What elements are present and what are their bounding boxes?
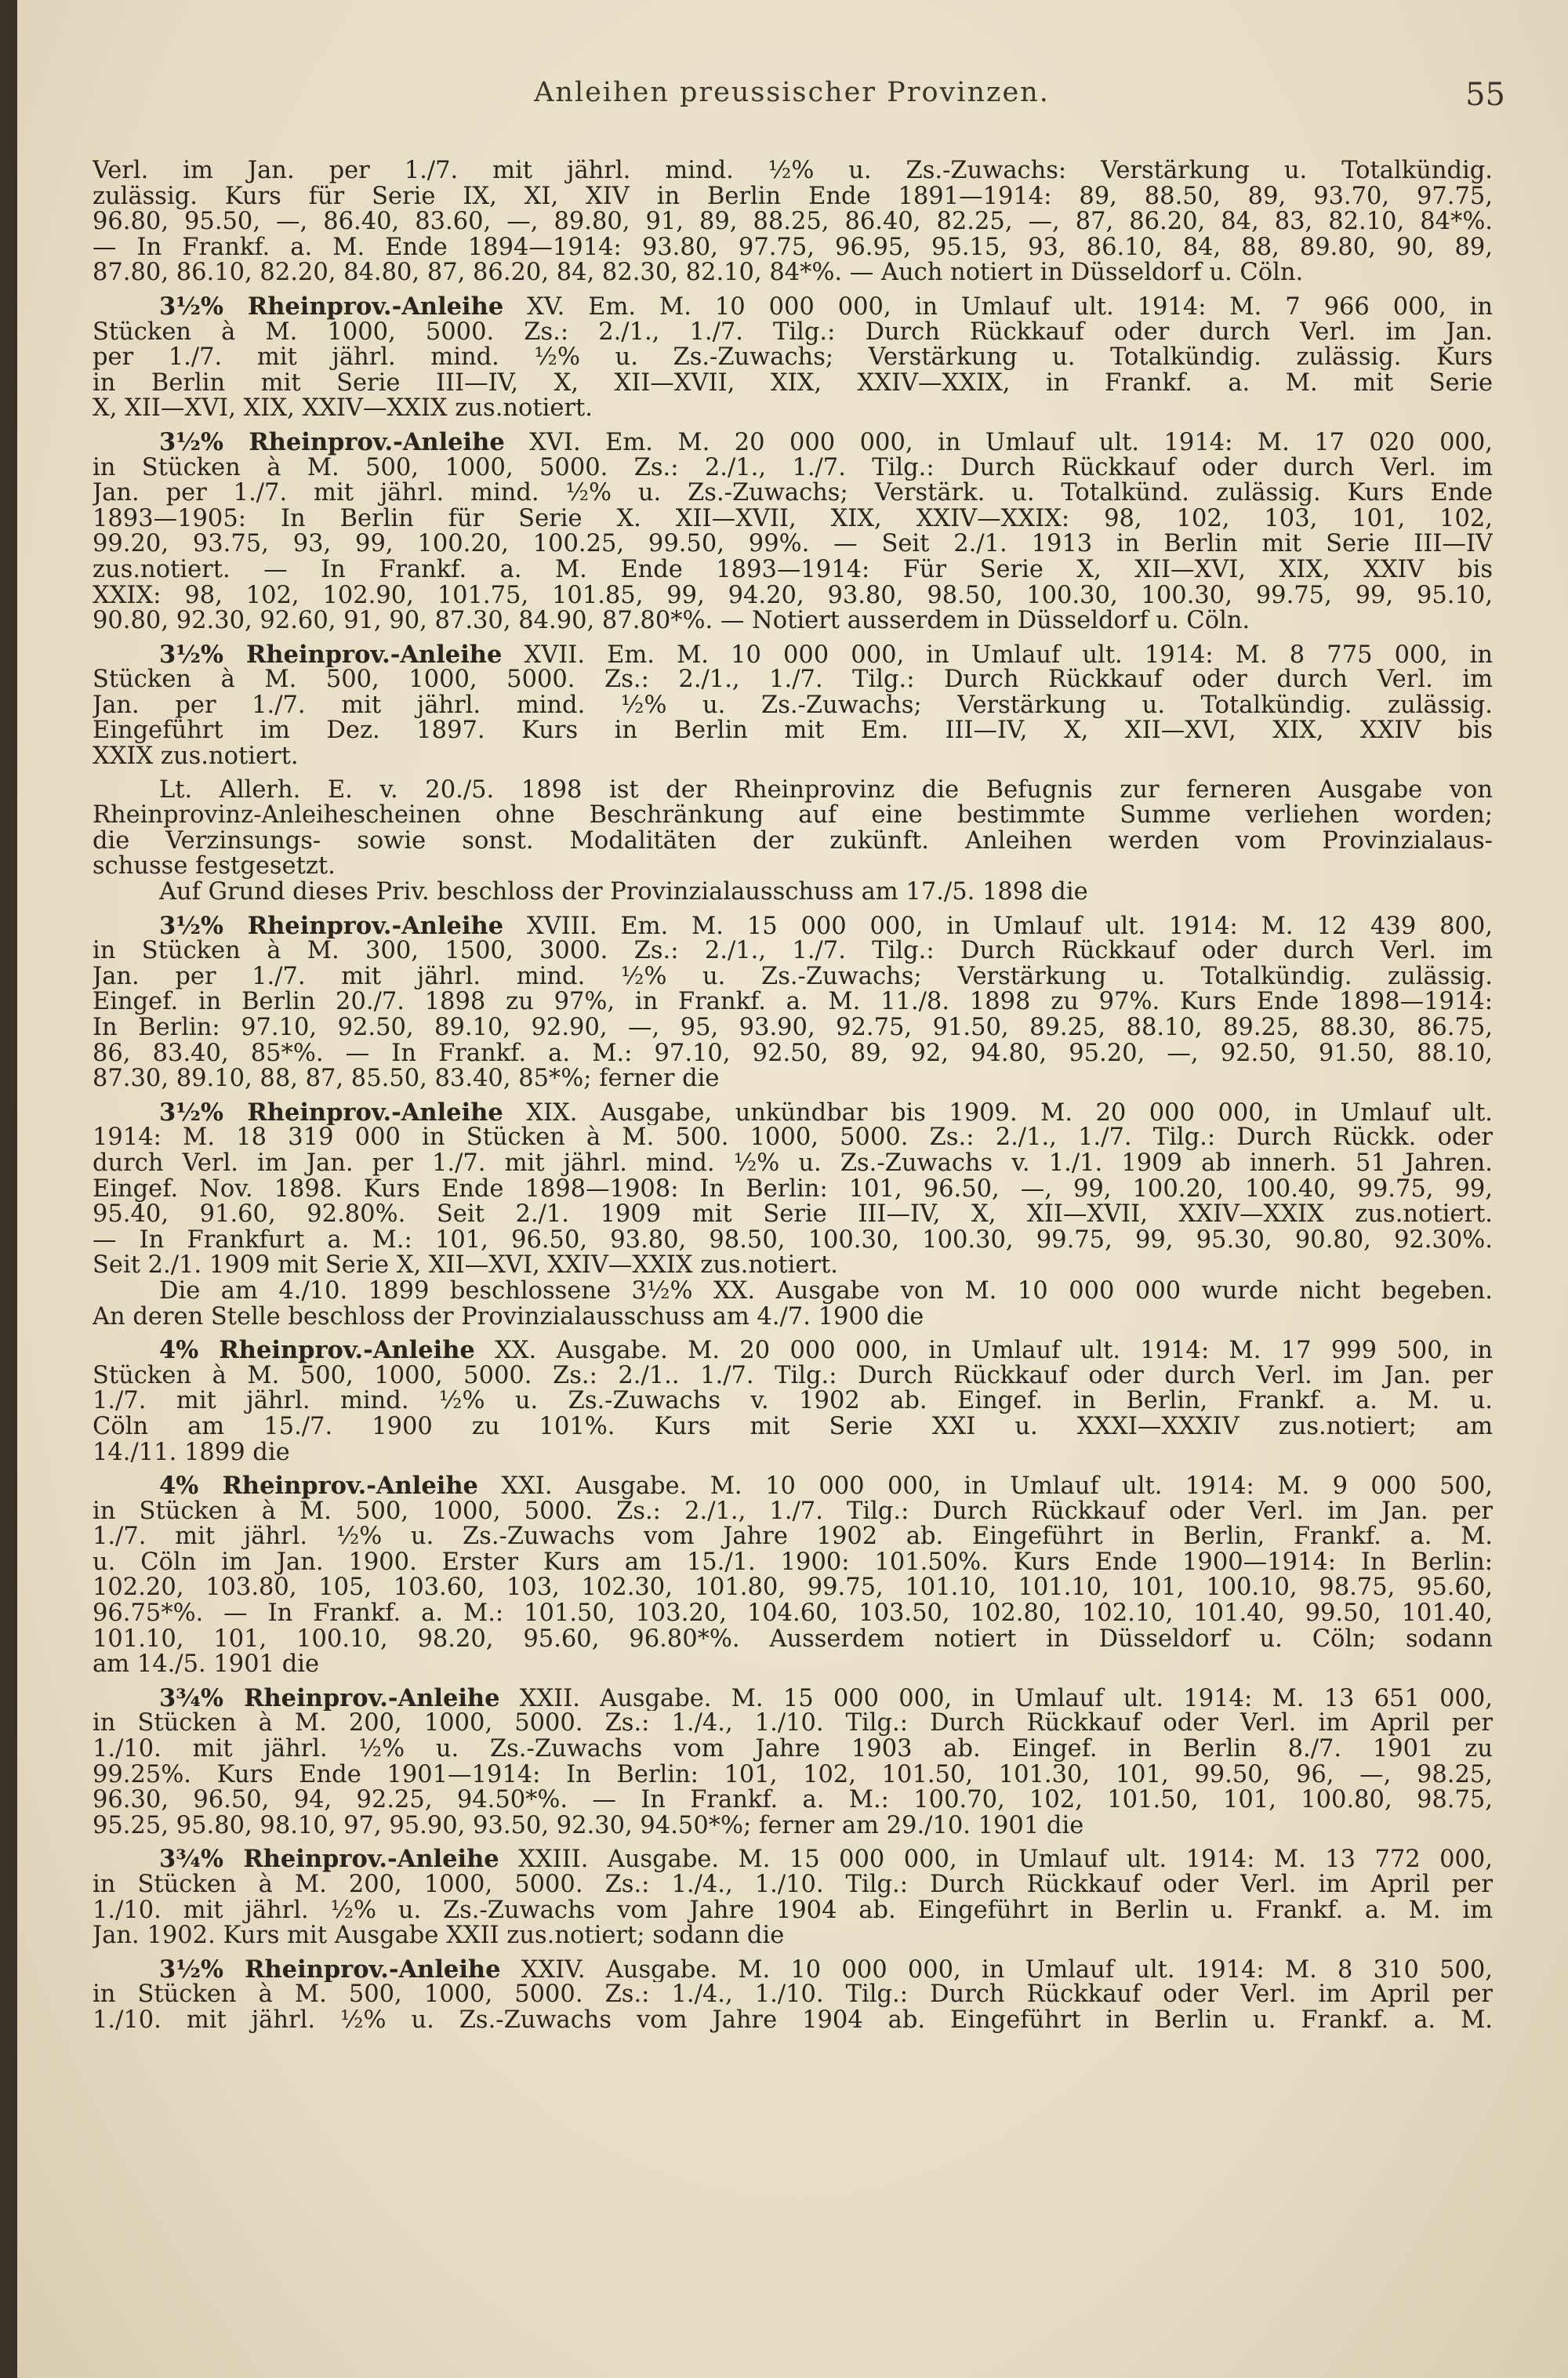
line-text: An deren Stelle beschloss der Provinzialausschuss am 4./7. 1900 die bbox=[93, 1304, 924, 1331]
line-text: 99.20, 93.75, 93, 99, 100.20, 100.25, 99.50, 99%. — Seit 2./1. 1913 in Berlin mit Serie III—IV bbox=[93, 532, 1493, 557]
line-text: XXI. Ausgabe. M. 10 000 000, in Umlauf ult. 1914: M. 9 000 500, bbox=[477, 1473, 1493, 1499]
text-line bbox=[93, 1125, 1493, 1151]
line-text: in Stücken à M. 500, 1000, 5000. Zs.: 2./1., 1./7. Tilg.: Durch Rückkauf oder durch Verl. im bbox=[93, 455, 1493, 481]
text-line bbox=[93, 693, 1493, 719]
document-body bbox=[93, 158, 1493, 2034]
text-line bbox=[93, 1499, 1493, 1525]
text-line bbox=[93, 1711, 1493, 1737]
line-text: Lt. Allerh. E. v. 20./5. 1898 ist der Rheinprovinz die Befugnis zur ferneren Ausgabe von bbox=[159, 777, 1493, 804]
line-text: XXIX zus.notiert. bbox=[93, 744, 299, 770]
line-text: X, XII—XVI, XIX, XXIV—XXIX zus.notiert. bbox=[93, 396, 593, 422]
text-line bbox=[93, 1982, 1493, 2008]
line-text: XXIX: 98, 102, 102.90, 101.75, 101.85, 99, 94.20, 93.80, 98.50, 100.30, 100.30, 99.75, 99, 95.10, bbox=[93, 583, 1493, 609]
line-text: zulässig. Kurs für Serie IX, XI, XIV in Berlin Ende 1891—1914: 89, 88.50, 89, 93.70, 97.75, bbox=[93, 183, 1493, 210]
text-line bbox=[93, 481, 1493, 506]
line-text: XV. Em. M. 10 000 000, in Umlauf ult. 1914: M. 7 966 000, in bbox=[503, 293, 1493, 320]
line-text: — In Frankfurt a. M.: 101, 96.50, 93.80, 98.50, 100.30, 100.30, 99.75, 99, 95.30, 90.80, 92.30%. bbox=[93, 1227, 1493, 1254]
line-text: 1893—1905: In Berlin für Serie X. XII—XVII, XIX, XXIV—XXIX: 98, 102, 103, 101, 102, bbox=[93, 506, 1493, 532]
loan-title: 3½% Rheinprov.-Anleihe bbox=[159, 293, 504, 320]
line-text: XVI. Em. M. 20 000 000, in Umlauf ult. 1914: M. 17 020 000, bbox=[504, 429, 1493, 456]
text-line bbox=[93, 260, 1493, 286]
text-line bbox=[93, 1898, 1493, 1924]
text-line bbox=[93, 158, 1493, 184]
loan-title: 3½% Rheinprov.-Anleihe bbox=[159, 429, 505, 456]
line-text: 102.20, 103.80, 105, 103.60, 103, 102.30, 101.80, 99.75, 101.10, 101.10, 101, 100.10, 98.75, 95.60, bbox=[93, 1575, 1493, 1602]
line-text: 1./10. mit jährl. ½% u. Zs.-Zuwachs vom Jahre 1904 ab. Eingeführt in Berlin u. Frankf. a. M. bbox=[93, 2007, 1493, 2034]
line-text: Jan. per 1./7. mit jährl. mind. ½% u. Zs.-Zuwachs; Verstärkung u. Totalkündig. zulässig. bbox=[93, 964, 1493, 990]
line-text: 96.30, 96.50, 94, 92.25, 94.50*%. — In Frankf. a. M.: 100.70, 102, 101.50, 101, 100.80, 98.75, bbox=[93, 1788, 1493, 1813]
loan-title: 3½% Rheinprov.-Anleihe bbox=[159, 1956, 501, 1983]
text-line bbox=[93, 938, 1493, 964]
line-text: XVII. Em. M. 10 000 000, in Umlauf ult. 1914: M. 8 775 000, in bbox=[502, 641, 1493, 668]
line-text: Eingef. Nov. 1898. Kurs Ende 1898—1908: In Berlin: 101, 96.50, —, 99, 100.20, 100.40, 99.75, 99, bbox=[93, 1176, 1493, 1203]
text-line bbox=[93, 320, 1493, 346]
text-line bbox=[93, 1041, 1493, 1067]
paragraph bbox=[93, 642, 1493, 770]
text-line bbox=[93, 345, 1493, 371]
line-text: 1./10. mit jährl. ½% u. Zs.-Zuwachs vom Jahre 1904 ab. Eingeführt in Berlin u. Frankf. a. M. im bbox=[93, 1897, 1493, 1924]
text-line bbox=[93, 1686, 1493, 1712]
line-text: Stücken à M. 1000, 5000. Zs.: 2./1., 1./7. Tilg.: Durch Rückkauf oder durch Verl. im Jan. bbox=[93, 319, 1493, 346]
line-text: in Berlin mit Serie III—IV, X, XII—XVII, XIX, XXIV—XXIX, in Frankf. a. M. mit Serie bbox=[93, 370, 1493, 397]
page-header bbox=[78, 77, 1505, 116]
paragraph bbox=[93, 1846, 1493, 1948]
line-text: Seit 2./1. 1909 mit Serie X, XII—XVI, XXIV—XXIX zus.notiert. bbox=[93, 1253, 838, 1279]
text-line bbox=[93, 642, 1493, 668]
line-text: 101.10, 101, 100.10, 98.20, 95.60, 96.80*%. Ausserdem notiert in Düsseldorf u. Cöln; sodann bbox=[93, 1626, 1493, 1653]
line-text: 99.25%. Kurs Ende 1901—1914: In Berlin: 101, 102, 101.50, 101.30, 101, 99.50, 96, —, 98.25, bbox=[93, 1762, 1493, 1788]
paragraph bbox=[93, 1473, 1493, 1678]
line-text: Jan. 1902. Kurs mit Ausgabe XXII zus.notiert; sodann die bbox=[93, 1923, 785, 1949]
text-line bbox=[93, 1228, 1493, 1254]
text-line bbox=[93, 744, 1493, 770]
line-text: XXII. Ausgabe. M. 15 000 000, in Umlauf ult. 1914: M. 13 651 000, bbox=[499, 1685, 1493, 1712]
text-line bbox=[93, 1627, 1493, 1653]
line-text: in Stücken à M. 500, 1000, 5000. Zs.: 1./4., 1./10. Tilg.: Durch Rückkauf oder Verl. im April per bbox=[93, 1982, 1493, 2008]
text-line bbox=[93, 1066, 1493, 1092]
text-line bbox=[93, 1279, 1493, 1305]
text-line bbox=[93, 1015, 1493, 1041]
loan-title: 4% Rheinprov.-Anleihe bbox=[159, 1473, 478, 1499]
paragraph bbox=[93, 913, 1493, 1092]
text-line bbox=[93, 718, 1493, 744]
text-line bbox=[93, 667, 1493, 693]
text-line bbox=[93, 371, 1493, 397]
text-line bbox=[93, 1253, 1493, 1279]
text-line bbox=[93, 854, 1493, 880]
line-text: schusse festgesetzt. bbox=[93, 854, 336, 880]
text-line bbox=[93, 829, 1493, 855]
paragraph bbox=[93, 430, 1493, 634]
loan-title: 3½% Rheinprov.-Anleihe bbox=[159, 1099, 503, 1126]
text-line bbox=[93, 1414, 1493, 1440]
line-text: in Stücken à M. 500, 1000, 5000. Zs.: 2./1., 1./7. Tilg.: Durch Rückkauf oder Verl. im Jan. per bbox=[93, 1498, 1493, 1525]
line-text: 1914: M. 18 319 000 in Stücken à M. 500. 1000, 5000. Zs.: 2./1., 1./7. Tilg.: Durch Rückk. oder bbox=[93, 1125, 1493, 1151]
text-line bbox=[93, 184, 1493, 210]
line-text: 1./7. mit jährl. ½% u. Zs.-Zuwachs vom Jahre 1902 ab. Eingeführt in Berlin, Frankf. a. M. bbox=[93, 1524, 1493, 1550]
line-text: 95.25, 95.80, 98.10, 97, 95.90, 93.50, 92.30, 94.50*%; ferner am 29./10. 1901 die bbox=[93, 1813, 1084, 1839]
line-text: per 1./7. mit jährl. mind. ½% u. Zs.-Zuwachs; Verstärkung u. Totalkündig. zulässig. Kurs bbox=[93, 345, 1493, 371]
line-text: zus.notiert. — In Frankf. a. M. Ende 1893—1914: Für Serie X, XII—XVI, XIX, XXIV bis bbox=[93, 557, 1493, 583]
text-line bbox=[93, 1872, 1493, 1898]
text-line bbox=[93, 1813, 1493, 1839]
paragraph bbox=[93, 294, 1493, 422]
line-text: Die am 4./10. 1899 beschlossene 3½% XX. Ausgabe von M. 10 000 000 wurde nicht begeben. bbox=[159, 1278, 1493, 1305]
text-line bbox=[93, 1788, 1493, 1813]
text-line bbox=[93, 456, 1493, 481]
line-text: Rheinprovinz-Anleihescheinen ohne Beschränkung auf eine bestimmte Summe verliehen worden; bbox=[93, 803, 1493, 829]
line-text: in Stücken à M. 200, 1000, 5000. Zs.: 1./4., 1./10. Tilg.: Durch Rückkauf oder Verl. im April per bbox=[93, 1872, 1493, 1898]
loan-title: 4% Rheinprov.-Anleihe bbox=[159, 1338, 475, 1363]
line-text: 96.80, 95.50, —, 86.40, 83.60, —, 89.80, 91, 89, 88.25, 86.40, 82.25, —, 87, 86.20, 84, 83, 82.10, 84*%. bbox=[93, 209, 1493, 235]
text-line bbox=[93, 964, 1493, 990]
text-line bbox=[93, 1440, 1493, 1466]
text-line bbox=[93, 532, 1493, 557]
line-text: XXIV. Ausgabe. M. 10 000 000, in Umlauf ult. 1914: M. 8 310 500, bbox=[500, 1956, 1493, 1983]
paragraph bbox=[93, 1686, 1493, 1839]
text-line bbox=[93, 1177, 1493, 1203]
text-line bbox=[93, 235, 1493, 261]
text-line bbox=[93, 1363, 1493, 1389]
line-text: Eingeführt im Dez. 1897. Kurs in Berlin mit Em. III—IV, X, XII—XVI, XIX, XXIV bis bbox=[93, 718, 1493, 745]
line-text: 96.75*%. — In Frankf. a. M.: 101.50, 103.20, 104.60, 103.50, 102.80, 102.10, 101.40, 99.50, 101.40, bbox=[93, 1601, 1493, 1627]
text-line bbox=[93, 583, 1493, 609]
line-text: 1./10. mit jährl. ½% u. Zs.-Zuwachs vom Jahre 1903 ab. Eingef. in Berlin 8./7. 1901 zu bbox=[93, 1737, 1493, 1763]
text-line bbox=[93, 1100, 1493, 1126]
line-text: Verl. im Jan. per 1./7. mit jährl. mind. ½% u. Zs.-Zuwachs: Verstärkung u. Totalkündig. bbox=[93, 158, 1493, 184]
line-text: 87.80, 86.10, 82.20, 84.80, 87, 86.20, 84, 82.30, 82.10, 84*%. — Auch notiert in Düsseldorf u. Cöln. bbox=[93, 260, 1304, 286]
text-line bbox=[93, 1763, 1493, 1788]
paragraph bbox=[93, 880, 1493, 906]
line-text: In Berlin: 97.10, 92.50, 89.10, 92.90, —, 95, 93.90, 92.75, 91.50, 89.25, 88.10, 89.25, 88.30, 86.75, bbox=[93, 1015, 1493, 1041]
line-text: Jan. per 1./7. mit jährl. mind. ½% u. Zs.-Zuwachs; Verstärkung u. Totalkündig. zulässig. bbox=[93, 692, 1493, 719]
line-text: Eingef. in Berlin 20./7. 1898 zu 97%, in Frankf. a. M. 11./8. 1898 zu 97%. Kurs Ende 1898—1914: bbox=[93, 989, 1493, 1015]
line-text: 1./7. mit jährl. mind. ½% u. Zs.-Zuwachs v. 1902 ab. Eingef. in Berlin, Frankf. a. M. u. bbox=[93, 1389, 1493, 1414]
loan-title: 3¾% Rheinprov.-Anleihe bbox=[159, 1685, 500, 1712]
running-title: Anleihen preussischer Provinzen. bbox=[534, 77, 1050, 108]
line-text: Jan. per 1./7. mit jährl. mind. ½% u. Zs.-Zuwachs; Verstärk. u. Totalkünd. zulässig. Kurs Ende bbox=[93, 481, 1493, 506]
text-line bbox=[93, 1923, 1493, 1949]
paragraph bbox=[93, 158, 1493, 286]
line-text: am 14./5. 1901 die bbox=[93, 1652, 320, 1678]
line-text: Stücken à M. 500, 1000, 5000. Zs.: 2./1.. 1./7. Tilg.: Durch Rückkauf oder durch Verl. im Jan. per bbox=[93, 1363, 1493, 1389]
page bbox=[17, 0, 1568, 2378]
text-line bbox=[93, 396, 1493, 422]
loan-title: 3¾% Rheinprov.-Anleihe bbox=[159, 1846, 499, 1872]
line-text: in Stücken à M. 300, 1500, 3000. Zs.: 2./1., 1./7. Tilg.: Durch Rückkauf oder durch Verl. im bbox=[93, 938, 1493, 964]
text-line bbox=[93, 1305, 1493, 1331]
line-text: die Verzinsungs- sowie sonst. Modalitäten der zukünft. Anleihen werden vom Provinzialaus- bbox=[93, 828, 1493, 855]
line-text: 87.30, 89.10, 88, 87, 85.50, 83.40, 85*%; ferner die bbox=[93, 1066, 720, 1092]
text-line bbox=[93, 1151, 1493, 1177]
text-line bbox=[93, 1575, 1493, 1601]
paragraph bbox=[93, 1957, 1493, 2034]
text-line bbox=[93, 1524, 1493, 1550]
text-line bbox=[93, 1601, 1493, 1627]
page-number: 55 bbox=[1465, 77, 1505, 113]
line-text: 14./11. 1899 die bbox=[93, 1440, 290, 1466]
loan-title: 3½% Rheinprov.-Anleihe bbox=[159, 913, 504, 939]
text-line bbox=[93, 880, 1493, 906]
line-text: 95.40, 91.60, 92.80%. Seit 2./1. 1909 mit Serie III—IV, X, XII—XVII, XXIV—XXIX zus.notiert. bbox=[93, 1202, 1493, 1228]
line-text: Stücken à M. 500, 1000, 5000. Zs.: 2./1., 1./7. Tilg.: Durch Rückkauf oder durch Verl. im bbox=[93, 667, 1493, 693]
text-line bbox=[93, 1550, 1493, 1576]
text-line bbox=[93, 913, 1493, 939]
loan-title: 3½% Rheinprov.-Anleihe bbox=[159, 641, 503, 668]
paragraph bbox=[93, 778, 1493, 880]
paragraph bbox=[93, 1100, 1493, 1279]
line-text: XVIII. Em. M. 15 000 000, in Umlauf ult. 1914: M. 12 439 800, bbox=[503, 913, 1493, 939]
paragraph bbox=[93, 1279, 1493, 1330]
line-text: Auf Grund dieses Priv. beschloss der Provinzialausschuss am 17./5. 1898 die bbox=[159, 880, 1088, 906]
text-line bbox=[93, 209, 1493, 235]
text-line bbox=[93, 1737, 1493, 1763]
text-line bbox=[93, 430, 1493, 456]
line-text: — In Frankf. a. M. Ende 1894—1914: 93.80, 97.75, 96.95, 95.15, 93, 86.10, 84, 88, 89.80, 90, 89, bbox=[93, 234, 1493, 261]
text-line bbox=[93, 557, 1493, 583]
paragraph bbox=[93, 1338, 1493, 1465]
text-line bbox=[93, 294, 1493, 320]
text-line bbox=[93, 1957, 1493, 1983]
line-text: Cöln am 15./7. 1900 zu 101%. Kurs mit Serie XXI u. XXXI—XXXIV zus.notiert; am bbox=[93, 1414, 1493, 1440]
line-text: in Stücken à M. 200, 1000, 5000. Zs.: 1./4., 1./10. Tilg.: Durch Rückkauf oder Verl. im April per bbox=[93, 1711, 1493, 1737]
line-text: XX. Ausgabe. M. 20 000 000, in Umlauf ult. 1914: M. 17 999 500, in bbox=[474, 1338, 1493, 1363]
text-line bbox=[93, 2008, 1493, 2034]
text-line bbox=[93, 1652, 1493, 1678]
line-text: 90.80, 92.30, 92.60, 91, 90, 87.30, 84.90, 87.80*%. — Notiert ausserdem in Düsseldorf u. Cöln. bbox=[93, 608, 1250, 634]
text-line bbox=[93, 1473, 1493, 1499]
text-line bbox=[93, 1202, 1493, 1228]
text-line bbox=[93, 608, 1493, 634]
text-line bbox=[93, 803, 1493, 829]
line-text: 86, 83.40, 85*%. — In Frankf. a. M.: 97.10, 92.50, 89, 92, 94.80, 95.20, —, 92.50, 91.50, 88.10, bbox=[93, 1040, 1493, 1067]
line-text: u. Cöln im Jan. 1900. Erster Kurs am 15./1. 1900: 101.50%. Kurs Ende 1900—1914: In Berlin: bbox=[93, 1549, 1493, 1576]
line-text: durch Verl. im Jan. per 1./7. mit jährl. mind. ½% u. Zs.-Zuwachs v. 1./1. 1909 ab innerh. 51 Jahren. bbox=[93, 1150, 1493, 1177]
text-line bbox=[93, 506, 1493, 532]
text-line bbox=[93, 1846, 1493, 1872]
text-line bbox=[93, 1389, 1493, 1414]
line-text: XIX. Ausgabe, unkündbar bis 1909. M. 20 000 000, in Umlauf ult. bbox=[503, 1099, 1493, 1126]
text-line bbox=[93, 1338, 1493, 1363]
line-text: XXIII. Ausgabe. M. 15 000 000, in Umlauf ult. 1914: M. 13 772 000, bbox=[499, 1846, 1493, 1872]
text-line bbox=[93, 778, 1493, 804]
text-line bbox=[93, 989, 1493, 1015]
